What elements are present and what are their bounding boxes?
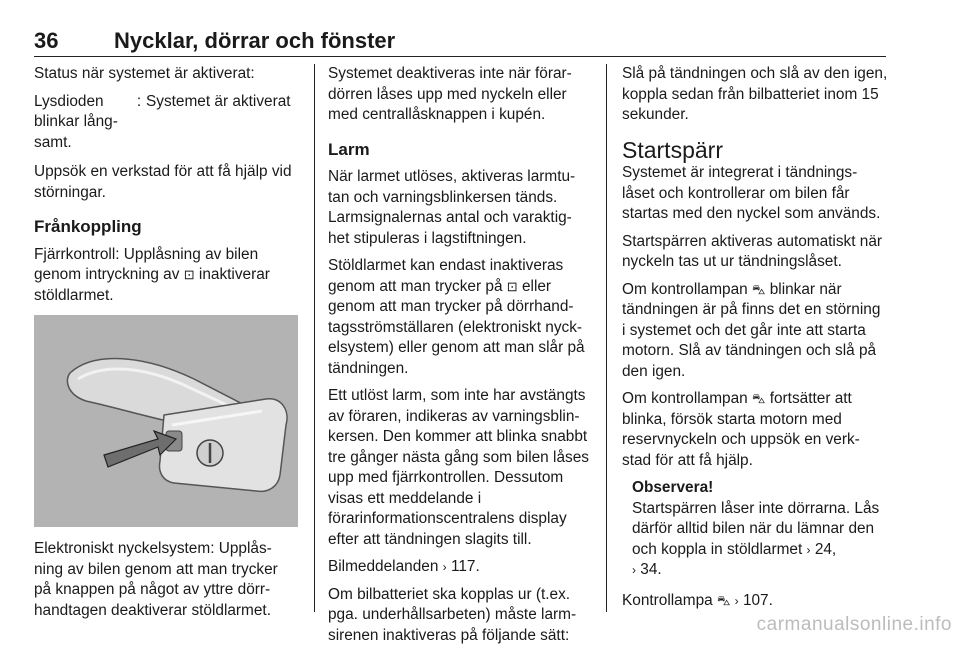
page-ref-107[interactable]: 107. <box>742 591 773 609</box>
column-1 <box>34 64 298 628</box>
page-ref-arrow-icon: › <box>442 560 447 574</box>
electronic-key-text: Elektroniskt nyckelsystem: Upplås-ning av bilen genom att man trycker på knappen på något av yttre dörr-handtagen deaktiverar stöldlarmet. <box>34 540 278 619</box>
column-divider-2 <box>606 64 607 612</box>
watermark: carmanualsonline.info <box>756 614 952 635</box>
control-lamp-text-1: Om kontrollampan ⛍ blinkar när tändningen är på finns det en störning i systemet och det går inte att starta motorn. Slå av tändningen och slå på den igen. <box>622 280 881 380</box>
triggered-alarm-text: Ett utlöst larm, som inte har avstängts av föraren, indikeras av varningsblin-kersen. Den kommer att blinka snabbt tre gånger nästa gång som bilen låses upp med fjärrkontrollen. Dessutom visas ett meddelande i förarinformationscentralens display efter att tändningen slagits till. <box>328 387 589 548</box>
car-lock-icon: ⛍ <box>716 592 731 608</box>
column-2 <box>328 64 592 653</box>
workshop-text: Uppsök en verkstad för att få hjälp vid störningar. <box>34 163 292 201</box>
note-heading: Observera! <box>632 479 714 496</box>
column-3 <box>622 64 888 618</box>
page-ref-arrow-icon: › <box>632 563 636 577</box>
page-number: 36 <box>34 28 59 53</box>
vehicle-messages-text: Bilmeddelanden › 117. <box>328 558 480 575</box>
anti-theft-text: Stöldlarmet kan endast inaktiveras genom att man trycker på ⊡ eller genom att man trycker på dörrhand-tagsströmställaren (elektroniskt nyck-elsystem) eller genom att man slår på tändningen. <box>328 257 585 377</box>
page-title: Nycklar, dörrar och fönster <box>114 28 396 53</box>
battery-text: Om bilbatteriet ska kopplas ur (t.ex. pga. underhållsarbeten) måste larm-sirenen inaktiveras på följande sätt: <box>328 585 577 644</box>
heading-larm: Larm <box>328 139 370 159</box>
door-handle-illustration <box>34 315 298 527</box>
auto-activation-text: Startspärren aktiveras automatiskt när nyckeln tas ut ur tändningslåset. <box>622 232 883 270</box>
page-ref-arrow-icon: › <box>806 542 811 557</box>
column-divider-1 <box>314 64 315 612</box>
remote-unlock-icon: ⊡ <box>183 267 195 282</box>
page-ref-117[interactable]: 117. <box>450 558 480 575</box>
status-table-row <box>34 92 298 154</box>
page-ref-34[interactable]: 34. <box>640 561 662 578</box>
note-text: Startspärren låser inte dörrarna. Lås därför alltid bilen när du lämnar den och koppla in stöldlarmet › 24, › 34. <box>632 499 880 578</box>
page-header <box>34 28 886 57</box>
status-colon: : <box>136 92 142 110</box>
heading-startsparr: Startspärr <box>622 136 723 163</box>
deactivation-text: Systemet deaktiveras inte när förar-dörren låses upp med nyckeln eller med centrallåsknappen i kupén. <box>328 65 572 123</box>
status-label: Lysdioden blinkar lång-samt. <box>34 92 118 151</box>
note-box <box>632 478 888 581</box>
status-value: Systemet är aktiverat <box>146 92 291 110</box>
car-lock-icon: ⛍ <box>752 391 766 406</box>
alarm-text: När larmet utlöses, aktiveras larmtu-tan och varningsblinkersen tänds. Larmsignalernas antal och varaktig-het stipuleras i lagstiftningen. <box>328 168 576 247</box>
heading-frankoppling: Frånkoppling <box>34 217 142 236</box>
remote-unlock-icon: ⊡ <box>506 278 518 294</box>
car-lock-icon: ⛍ <box>752 281 766 297</box>
page-ref-arrow-icon: › <box>734 593 739 608</box>
remote-text: Fjärrkontroll: Upplåsning av bilen genom intryckning av ⊡ inaktiverar stöldlarmet. <box>34 245 270 304</box>
ignition-text: Slå på tändningen och slå av den igen, koppla sedan från bilbatteriet inom 15 sekunder. <box>622 65 888 123</box>
integration-text: Systemet är integrerat i tändnings-låset och kontrollerar om bilen får startas med den nyckel som används. <box>622 164 881 222</box>
page-ref-24[interactable]: 24, <box>814 540 837 558</box>
control-lamp-text-2: Om kontrollampan ⛍ fortsätter att blinka, försök starta motorn med reservnyckeln och uppsök en verk-stad för att få hjälp. <box>622 390 860 469</box>
status-text: Status när systemet är aktiverat: <box>34 65 255 82</box>
control-lamp-ref-text: Kontrollampa ⛍ › 107. <box>622 591 773 609</box>
